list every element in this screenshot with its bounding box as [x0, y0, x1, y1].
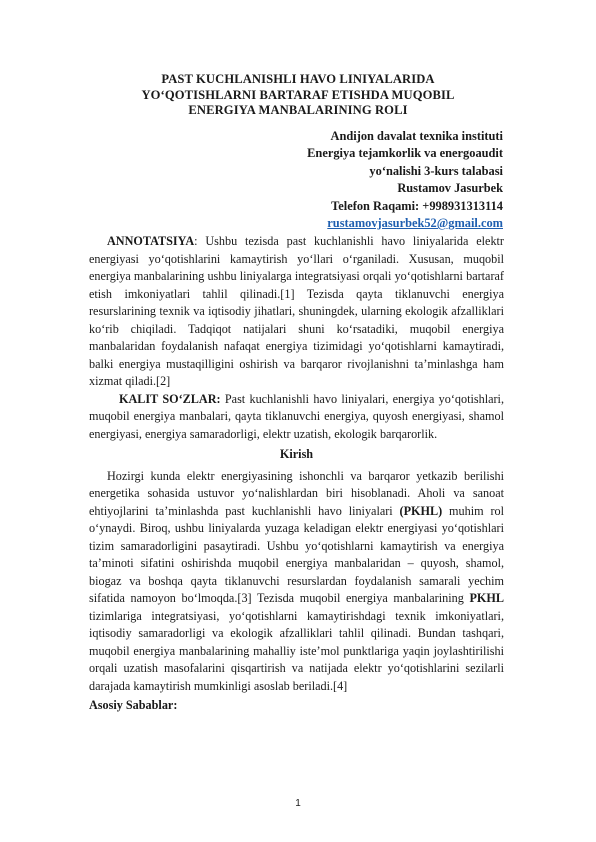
title-line-1: PAST KUCHLANISHLI HAVO LINIYALARIDA	[161, 72, 435, 86]
section-heading-kirish: Kirish	[279, 447, 314, 461]
intro-text-2: muhim rol o‘ynaydi. Biroq, ushbu liniyalarda yuzaga keladigan elektr energiyasi yo‘qotishlari tizim samaradorligini pasaytiradi. Ushbu yo‘qotishlarni kamaytirish va energiya ta’minoti sifatini oshirishda muqobil energiya manbalaridan – quyosh, shamol, biogaz va boshqa qayta tiklanuvchi resurslardan foydalanish samarali yechim sifatida namoyon bo‘lmoqda.[3] Tezisda muqobil energiya manbalarining	[89, 503, 504, 605]
subheading-asosiy-sabablar: Asosiy Sabablar:	[89, 698, 178, 712]
annotation-paragraph	[89, 233, 504, 391]
intro-abbrev-pkhl: (PKHL)	[399, 503, 443, 518]
author-block	[307, 128, 503, 232]
keywords-label: KALIT SO‘ZLAR:	[119, 391, 221, 406]
annotation-text: : Ushbu tezisda past kuchlanishli havo liniyalarida elektr energiyasi yo‘qotishlarini kamaytirish yo‘llari o‘rganiladi. Xususan, muqobil energiya manbalarining ushbu liniyalarga integratsiyasi orqali yo‘qotishlarni bartaraf etish imkoniyatlari tahlil qilinadi.[1] Tezisda qayta tiklanuvchi energiya resurslarining texnik va iqtisodiy jihatlari, shuningdek, ularning ekologik afzalliklari ko‘rib chiqiladi. Tadqiqot natijalari shuni ko‘rsatadiki, muqobil energiya manbalaridan foydalanish nafaqat energiya tizimidagi yo‘qotishlarni kamaytiradi, balki energiya mustaqilligini oshirish va barqaror rivojlanishni ta’minlashga ham xizmat qiladi.[2]	[89, 234, 504, 388]
title-line-3: ENERGIYA MANBALARINING ROLI	[188, 103, 408, 117]
document-body	[89, 233, 504, 715]
intro-text-3: tizimlariga integratsiyasi, yo‘qotishlarni kamaytirishdagi texnik imkoniyatlari, iqtisodiy samaradorligi va ekologik afzalliklari tahlil qilinadi. Bundan tashqari, muqobil energiya manbalarining mahalliy iste’mol punktlariga yaqin joylashtirilishi orqali uzatish masofalarini qisqartirish va natijada elektr yo‘qotishlarini sezilarli darajada kamaytirish mumkinligi asoslab beriladi.[4]	[89, 608, 504, 693]
paper-title	[90, 72, 506, 119]
author-email-link[interactable]: rustamovjasurbek52@gmail.com	[327, 216, 503, 231]
intro-text-1: Hozirgi kunda elektr energiyasining ishonchli va barqaror yetkazib berilishi energetika sohasida ustuvor yo‘nalishlardan biri hisoblanadi. Aholi va sanoat ehtiyojlarini ta’minlashda past kuchlanishli havo liniyalari	[89, 468, 504, 518]
keywords-text: Past kuchlanishli havo liniyalari, energiya yo‘qotishlari, muqobil energiya manbalari, qayta tiklanuvchi energiya, quyosh energiyasi, shamol energiyasi, energiya samaradorligi, elektr uzatish, ekologik barqarorlik.	[89, 391, 504, 441]
author-institute: Andijon davalat texnika instituti	[330, 129, 503, 143]
page-number: 1	[295, 798, 301, 809]
author-program: yo‘nalishi 3-kurs talabasi	[369, 163, 503, 178]
author-phone: Telefon Raqami: +998931313114	[331, 198, 503, 213]
intro-term-pkhl: PKHL	[469, 591, 504, 605]
author-department: Energiya tejamkorlik va energoaudit	[307, 146, 503, 161]
keywords-paragraph	[89, 391, 504, 444]
author-name: Rustamov Jasurbek	[397, 181, 503, 196]
title-line-2: YO‘QOTISHLARNI BARTARAF ETISHDA MUQOBIL	[141, 87, 455, 102]
intro-paragraph	[89, 468, 504, 696]
annotation-label: ANNOTATSIYA	[107, 234, 195, 248]
